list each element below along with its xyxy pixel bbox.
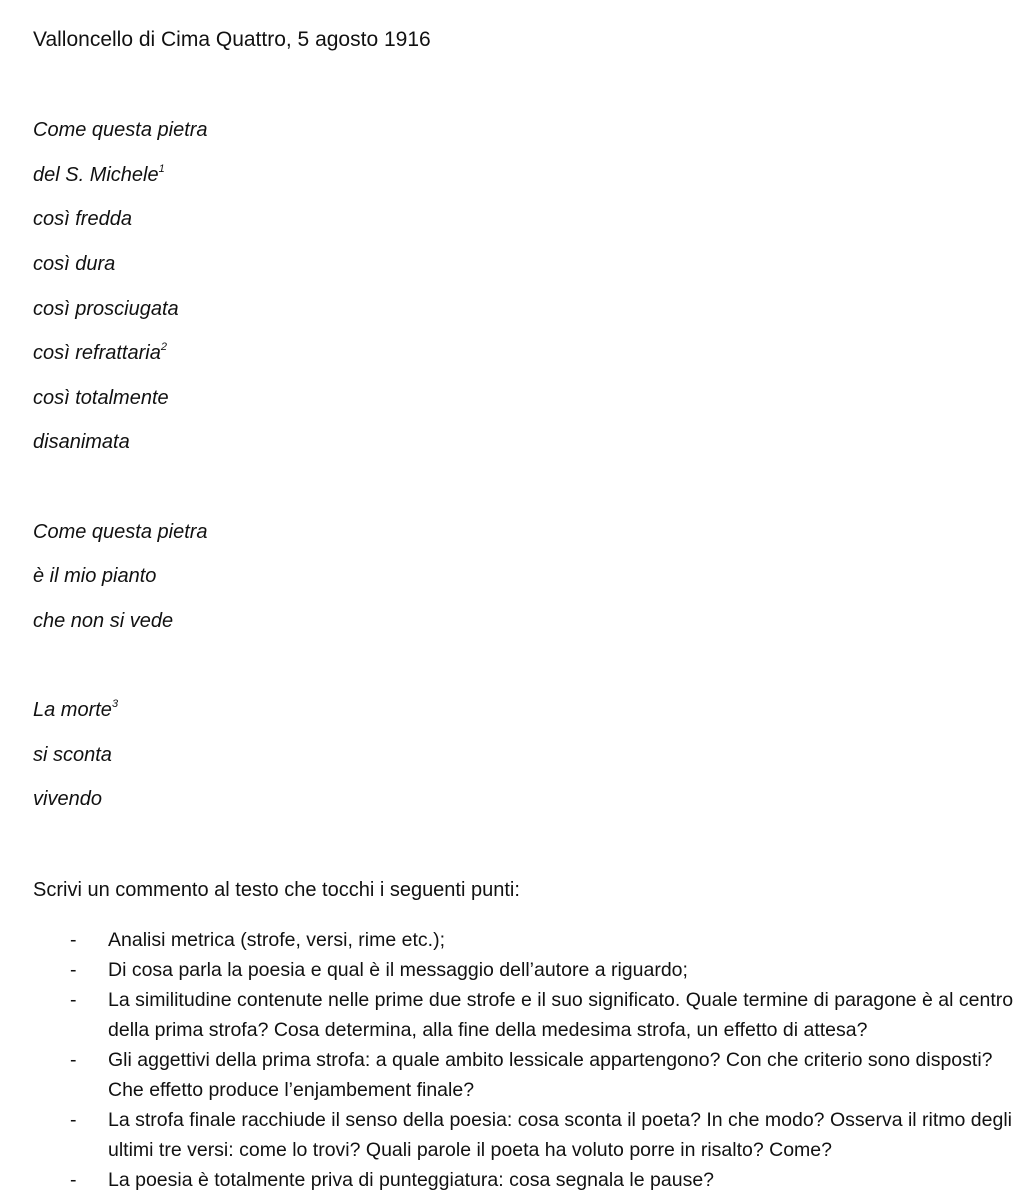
verse-line: così totalmente <box>33 387 169 409</box>
list-item-text: Analisi metrica (strofe, versi, rime etc.); <box>108 929 445 951</box>
bullet-dash: - <box>70 1049 77 1071</box>
task-list <box>60 925 1025 1195</box>
bullet-dash: - <box>70 959 77 981</box>
verse-line: Come questa pietra <box>33 521 208 543</box>
list-item <box>60 1165 1025 1195</box>
verse-line: è il mio pianto <box>33 565 157 587</box>
verse-line: così refrattaria$^2$ <box>33 341 167 364</box>
verse-line: così fredda <box>33 208 132 230</box>
bullet-dash: - <box>70 1169 77 1191</box>
footnote-marker: 1 <box>158 163 165 176</box>
list-item <box>60 1045 1025 1105</box>
list-item <box>60 1105 1025 1165</box>
list-item-text: Di cosa parla la poesia e qual è il messaggio dell’autore a riguardo; <box>108 959 688 981</box>
verse-line: disanimata <box>33 431 130 453</box>
bullet-dash: - <box>70 1109 77 1131</box>
list-item <box>60 925 1025 955</box>
place-date-heading: Valloncello di Cima Quattro, 5 agosto 1916 <box>33 28 431 51</box>
verse-line: vivendo <box>33 788 102 810</box>
list-item-text: La similitudine contenute nelle prime due strofe e il suo significato. Quale termine di paragone è al centro della prima strofa? Cosa determina, alla fine della medesima strofa, un effetto di attesa? <box>108 989 1014 1041</box>
bullet-dash: - <box>70 989 77 1011</box>
list-item <box>60 985 1025 1045</box>
verse-line: si sconta <box>33 744 112 766</box>
footnote-marker: 3 <box>111 698 119 711</box>
verse-line: La morte$^3$ <box>33 698 119 721</box>
list-item-text: Gli aggettivi della prima strofa: a quale ambito lessicale appartengono? Con che criterio sono disposti? Che effetto produce l’enjambement finale? <box>108 1049 993 1101</box>
verse-line: così dura <box>33 253 116 275</box>
bullet-dash: - <box>70 929 77 951</box>
list-item-text: La strofa finale racchiude il senso della poesia: cosa sconta il poeta? In che modo? Osserva il ritmo degli ultimi tre versi: come lo trovi? Quali parole il poeta ha voluto porre in risalto? Come? <box>108 1109 1012 1161</box>
instructions-intro: Scrivi un commento al testo che tocchi i seguenti punti: <box>33 879 520 901</box>
verse-line: Come questa pietra <box>33 119 208 141</box>
verse-line: che non si vede <box>33 610 174 632</box>
list-item-text: La poesia è totalmente priva di punteggiatura: cosa segnala le pause? <box>108 1169 715 1191</box>
list-item <box>60 955 1025 985</box>
footnote-marker: 2 <box>160 341 167 354</box>
verse-line: così prosciugata <box>33 298 179 320</box>
verse-line: del S. Michele$^1$ <box>33 163 165 186</box>
